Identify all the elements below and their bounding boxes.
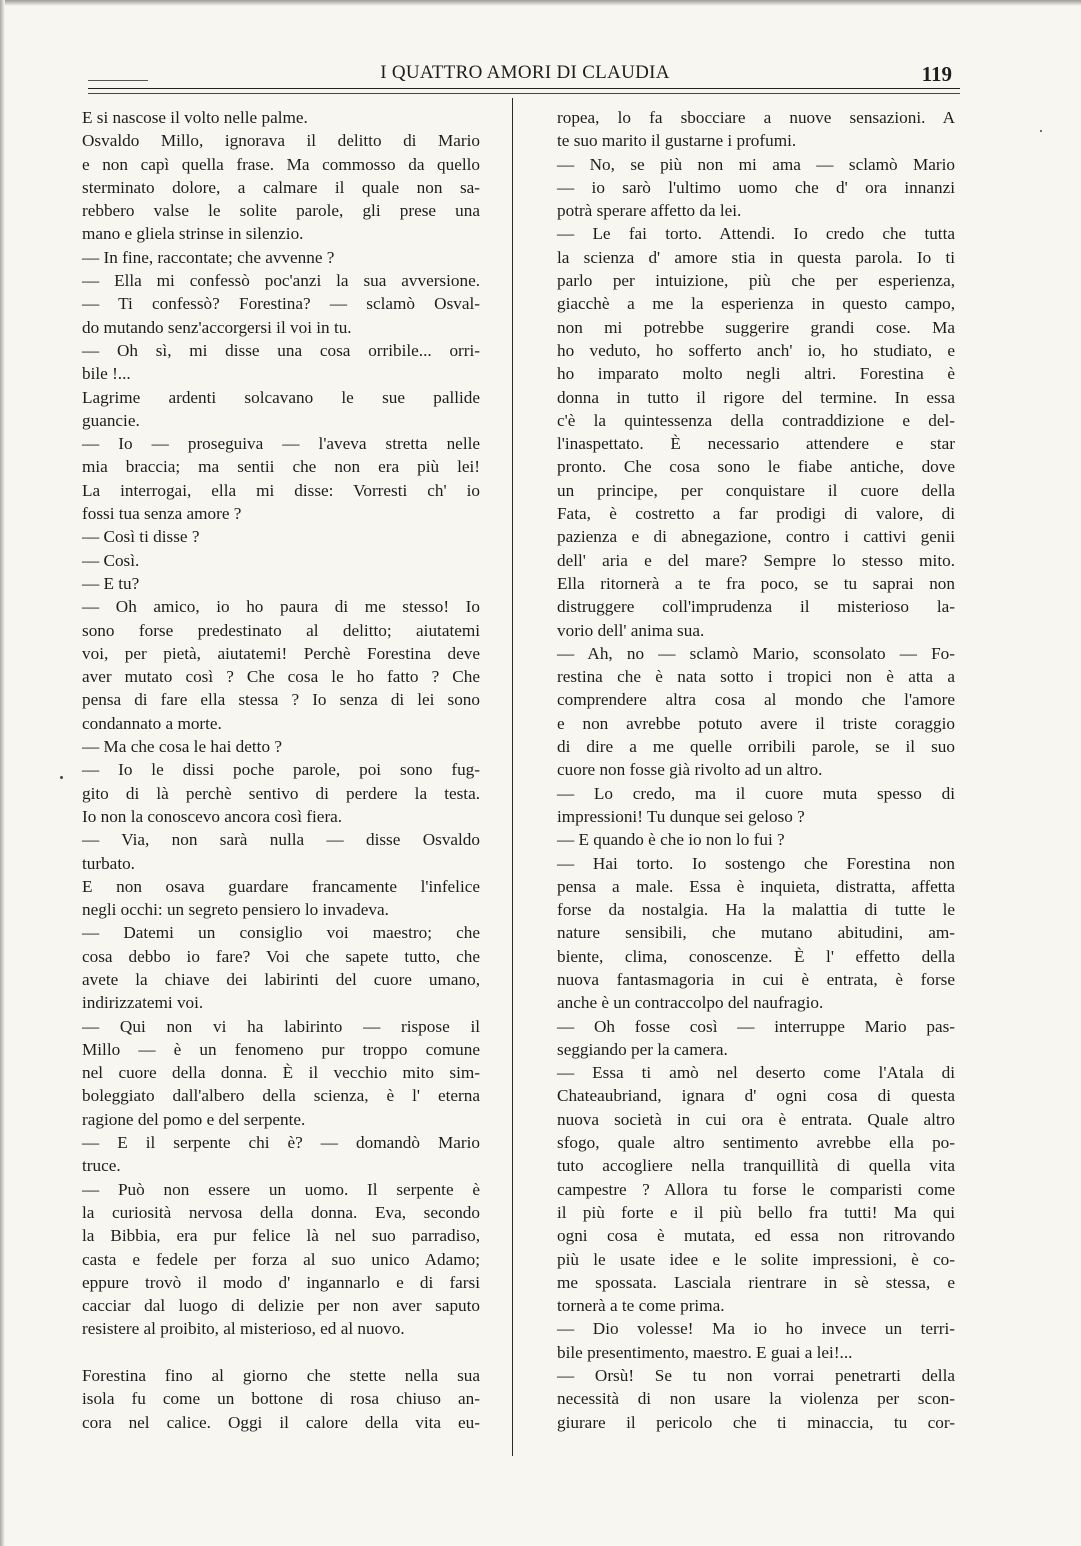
text-line: E si nascose il volto nelle palme. <box>82 108 308 127</box>
text-line: — Io — proseguiva — l'aveva stretta nelle <box>82 434 480 454</box>
text-line: — Dio volesse! Ma io ho invece un terri- <box>557 1319 955 1339</box>
page-header <box>90 60 960 90</box>
text-line: la Bibbia, era pur felice là nel suo parradiso, <box>82 1226 480 1246</box>
text-line: nuova società in cui ora è entrata. Quale altro <box>557 1109 955 1129</box>
text-line <box>82 1341 480 1364</box>
text-line: te suo marito il gustarne i profumi. <box>557 131 797 151</box>
header-double-rule <box>88 88 960 94</box>
text-line: pazienza e di abnegazione, contro i cattivi genii <box>557 527 955 547</box>
text-line: — Le fai torto. Attendi. Io credo che tutta <box>557 224 955 244</box>
text-line: isola fu come un bottone di rosa chiuso an- <box>82 1389 480 1409</box>
text-line: casta e fedele per forza al suo unico Adamo; <box>82 1249 480 1269</box>
text-line: turbato. <box>82 853 135 873</box>
text-line: Ella ritornerà a te fra poco, se tu saprai non <box>557 573 955 593</box>
text-line: aver mutato così ? Che cosa le ho fatto ? Che <box>82 667 480 687</box>
page-number: 119 <box>921 62 952 86</box>
text-line: potrà sperare affetto da lei. <box>557 201 742 221</box>
text-line: — E tu? <box>82 573 140 593</box>
text-line: di dire a me quelle orribili parole, se il suo <box>557 737 955 757</box>
text-line: biente, clima, conoscenze. È l' effetto della <box>557 946 955 966</box>
text-line: parlo per intuizione, più che per esperienza, <box>557 271 955 291</box>
text-line: cosa debbo io fare? Voi che sapete tutto, che <box>82 946 480 966</box>
text-line: — Oh amico, io ho paura di me stesso! Io <box>82 597 480 617</box>
text-line: — Ti confessò? Forestina? — sclamò Osval- <box>82 294 480 314</box>
text-line: un principe, per conquistare il cuore della <box>557 480 955 500</box>
text-line: Osvaldo Millo, ignorava il delitto di Mario <box>82 131 480 151</box>
text-line: — Ella mi confessò poc'anzi la sua avversione. <box>82 271 480 291</box>
text-line: e non capì quella frase. Ma commosso da quello <box>82 154 480 174</box>
scan-speck <box>60 776 63 779</box>
text-line: E non osava guardare francamente l'infelice <box>82 876 480 896</box>
column-divider <box>512 98 513 1456</box>
text-line: la scienza d' amore stia in questa parola. Io ti <box>557 247 955 267</box>
text-line: — Io le dissi poche parole, poi sono fug- <box>82 760 480 780</box>
text-line: pronto. Che cosa sono le fiabe antiche, dove <box>557 457 955 477</box>
text-line: restina che è nata sotto i tropici non è atta a <box>557 667 955 687</box>
text-line: tuto accogliere nella tranquillità di quella vita <box>557 1156 955 1176</box>
text-line: Chateaubriand, ignara d' ogni cosa di questa <box>557 1086 955 1106</box>
text-line: condannato a morte. <box>82 713 222 733</box>
text-line: me spossata. Lasciala rientrare in sè stessa, e <box>557 1272 955 1292</box>
text-line: forse da nostalgia. Ha la malattia di tutte le <box>557 900 955 920</box>
text-line: ho imparato molto negli altri. Forestina è <box>557 364 955 384</box>
text-line: Millo — è un fenomeno pur troppo comune <box>82 1039 480 1059</box>
text-line: Io non la conoscevo ancora così fiera. <box>82 806 343 826</box>
text-line: comprendere altra cosa al mondo che l'amore <box>557 690 955 710</box>
left-text-column <box>82 106 480 1434</box>
text-line: nature sensibili, che mutano abitudini, am- <box>557 923 955 943</box>
text-line: ogni cosa è mutata, ed essa non ritrovando <box>557 1226 955 1246</box>
text-line: ragione del pomo e del serpente. <box>82 1109 306 1129</box>
text-line: — Essa ti amò nel deserto come l'Atala di <box>557 1063 955 1083</box>
scan-speck <box>1040 130 1042 132</box>
text-line: rebbero valse le solite parole, gli prese una <box>82 201 480 221</box>
text-line: Forestina fino al giorno che stette nella sua <box>82 1366 480 1386</box>
text-line: cora nel calice. Oggi il calore della vita eu- <box>82 1412 480 1432</box>
scan-left-edge <box>0 0 5 1546</box>
text-line: — Datemi un consiglio voi maestro; che <box>82 923 480 943</box>
text-line: fossi tua senza amore ? <box>82 504 242 524</box>
text-line: tornerà a te come prima. <box>557 1296 725 1316</box>
text-line: La interrogai, ella mi disse: Vorresti ch' io <box>82 480 480 500</box>
text-line: Lagrime ardenti solcavano le sue pallide <box>82 387 480 407</box>
text-line: dell' aria e del mare? Sempre lo stesso mito. <box>557 550 955 570</box>
scan-top-edge <box>0 0 1081 6</box>
text-line: seggiando per la camera. <box>557 1039 728 1059</box>
text-line: — Oh fosse così — interruppe Mario pas- <box>557 1016 955 1036</box>
text-line: sfogo, quale altro sentimento avrebbe ella po- <box>557 1133 955 1153</box>
text-line: — Qui non vi ha labirinto — rispose il <box>82 1016 480 1036</box>
text-line: sono forse predestinato al delitto; aiutatemi <box>82 620 480 640</box>
text-line: campestre ? Allora tu forse le comparisti come <box>557 1179 955 1199</box>
text-line: — E quando è che io non lo fui ? <box>557 830 785 850</box>
text-line: negli occhi: un segreto pensiero lo invadeva. <box>82 900 389 920</box>
text-line: ropea, lo fa sbocciare a nuove sensazioni. A <box>557 108 955 127</box>
text-line: boleggiato dall'albero della scienza, è l' eterna <box>82 1086 480 1106</box>
text-line: c'è la quintessenza della contraddizione e del- <box>557 410 955 430</box>
text-line: — Può non essere un uomo. Il serpente è <box>82 1179 480 1199</box>
text-line: l'inaspettato. È necessario attendere e star <box>557 434 955 454</box>
text-line: cuore non fosse già rivolto ad un altro. <box>557 760 823 780</box>
text-line: e non avrebbe potuto avere il triste coraggio <box>557 713 955 733</box>
text-line: truce. <box>82 1156 121 1176</box>
text-line: — Via, non sarà nulla — disse Osvaldo <box>82 830 480 850</box>
text-line: donna in tutto il rigore del termine. In essa <box>557 387 955 407</box>
text-line: il più forte e il più bello fra tutti! Ma qui <box>557 1202 955 1222</box>
text-line: — Oh sì, mi disse una cosa orribile... orri- <box>82 340 480 360</box>
text-line: bile presentimento, maestro. E guai a lei!... <box>557 1342 853 1362</box>
text-line: più le usate idee e le solite impressioni, è co- <box>557 1249 955 1269</box>
text-line: mano e gliela strinse in silenzio. <box>82 224 304 244</box>
text-line: — In fine, raccontate; che avvenne ? <box>82 247 335 267</box>
text-line: — Così ti disse ? <box>82 527 200 547</box>
text-line: bile !... <box>82 364 131 384</box>
text-line: eppure trovò il modo d' ingannarlo e di farsi <box>82 1272 480 1292</box>
text-line: — Hai torto. Io sostengo che Forestina non <box>557 853 955 873</box>
text-line: sterminato dolore, a calmare il quale non sa- <box>82 177 480 197</box>
text-line: guancie. <box>82 410 140 430</box>
text-line: — Ma che cosa le hai detto ? <box>82 737 282 757</box>
text-line: — Ah, no — sclamò Mario, sconsolato — Fo- <box>557 643 955 663</box>
text-line: — Così. <box>82 550 140 570</box>
text-line: giacchè a me la esperienza in questo campo, <box>557 294 955 314</box>
text-line: anche è un contraccolpo del naufragio. <box>557 993 824 1013</box>
text-line: gito di là perchè sentivo di perdere la testa. <box>82 783 480 803</box>
text-line: — E il serpente chi è? — domandò Mario <box>82 1133 480 1153</box>
text-line: nel cuore della donna. È il vecchio mito sim- <box>82 1063 480 1083</box>
text-line: non mi potrebbe suggerire grandi cose. Ma <box>557 317 955 337</box>
text-line: pensa di fare ella stessa ? Io senza di lei sono <box>82 690 480 710</box>
text-line: resistere al proibito, al misterioso, ed al nuovo. <box>82 1319 405 1339</box>
text-line: impressioni! Tu dunque sei geloso ? <box>557 806 805 826</box>
running-title: I QUATTRO AMORI DI CLAUDIA <box>380 62 670 83</box>
text-line: Fata, è costretto a far prodigi di valore, di <box>557 504 955 524</box>
text-line: mia braccia; ma sentii che non era più lei! <box>82 457 480 477</box>
text-line: — Orsù! Se tu non vorrai penetrarti della <box>557 1366 955 1386</box>
text-line: ho veduto, ho sofferto anch' io, ho studiato, e <box>557 340 955 360</box>
text-line: cacciar dal luogo di delizie per non aver saputo <box>82 1296 480 1316</box>
text-line: — io sarò l'ultimo uomo che d' ora innanzi <box>557 177 955 197</box>
text-line: la curiosità nervosa della donna. Eva, secondo <box>82 1202 480 1222</box>
text-line: necessità di non usare la violenza per scon- <box>557 1389 955 1409</box>
text-line: vorio dell' anima sua. <box>557 620 705 640</box>
text-line: nuova fantasmagoria in cui è entrata, è forse <box>557 969 955 989</box>
text-line: — No, se più non mi ama — sclamò Mario <box>557 154 955 174</box>
text-line: do mutando senz'accorgersi il voi in tu. <box>82 317 352 337</box>
text-line: voi, per pietà, aiutatemi! Perchè Forestina deve <box>82 643 480 663</box>
text-line: pensa a male. Essa è inquieta, distratta, affetta <box>557 876 955 896</box>
text-line: indirizzatemi voi. <box>82 993 204 1013</box>
text-line: avete la chiave dei labirinti del cuore umano, <box>82 969 480 989</box>
right-text-column <box>557 106 955 1434</box>
text-line: giurare il pericolo che ti minaccia, tu cor- <box>557 1412 955 1432</box>
text-line: — Lo credo, ma il cuore muta spesso di <box>557 783 955 803</box>
text-line: distruggere coll'imprudenza il misterioso la- <box>557 597 955 617</box>
header-rule-stub <box>88 80 148 81</box>
